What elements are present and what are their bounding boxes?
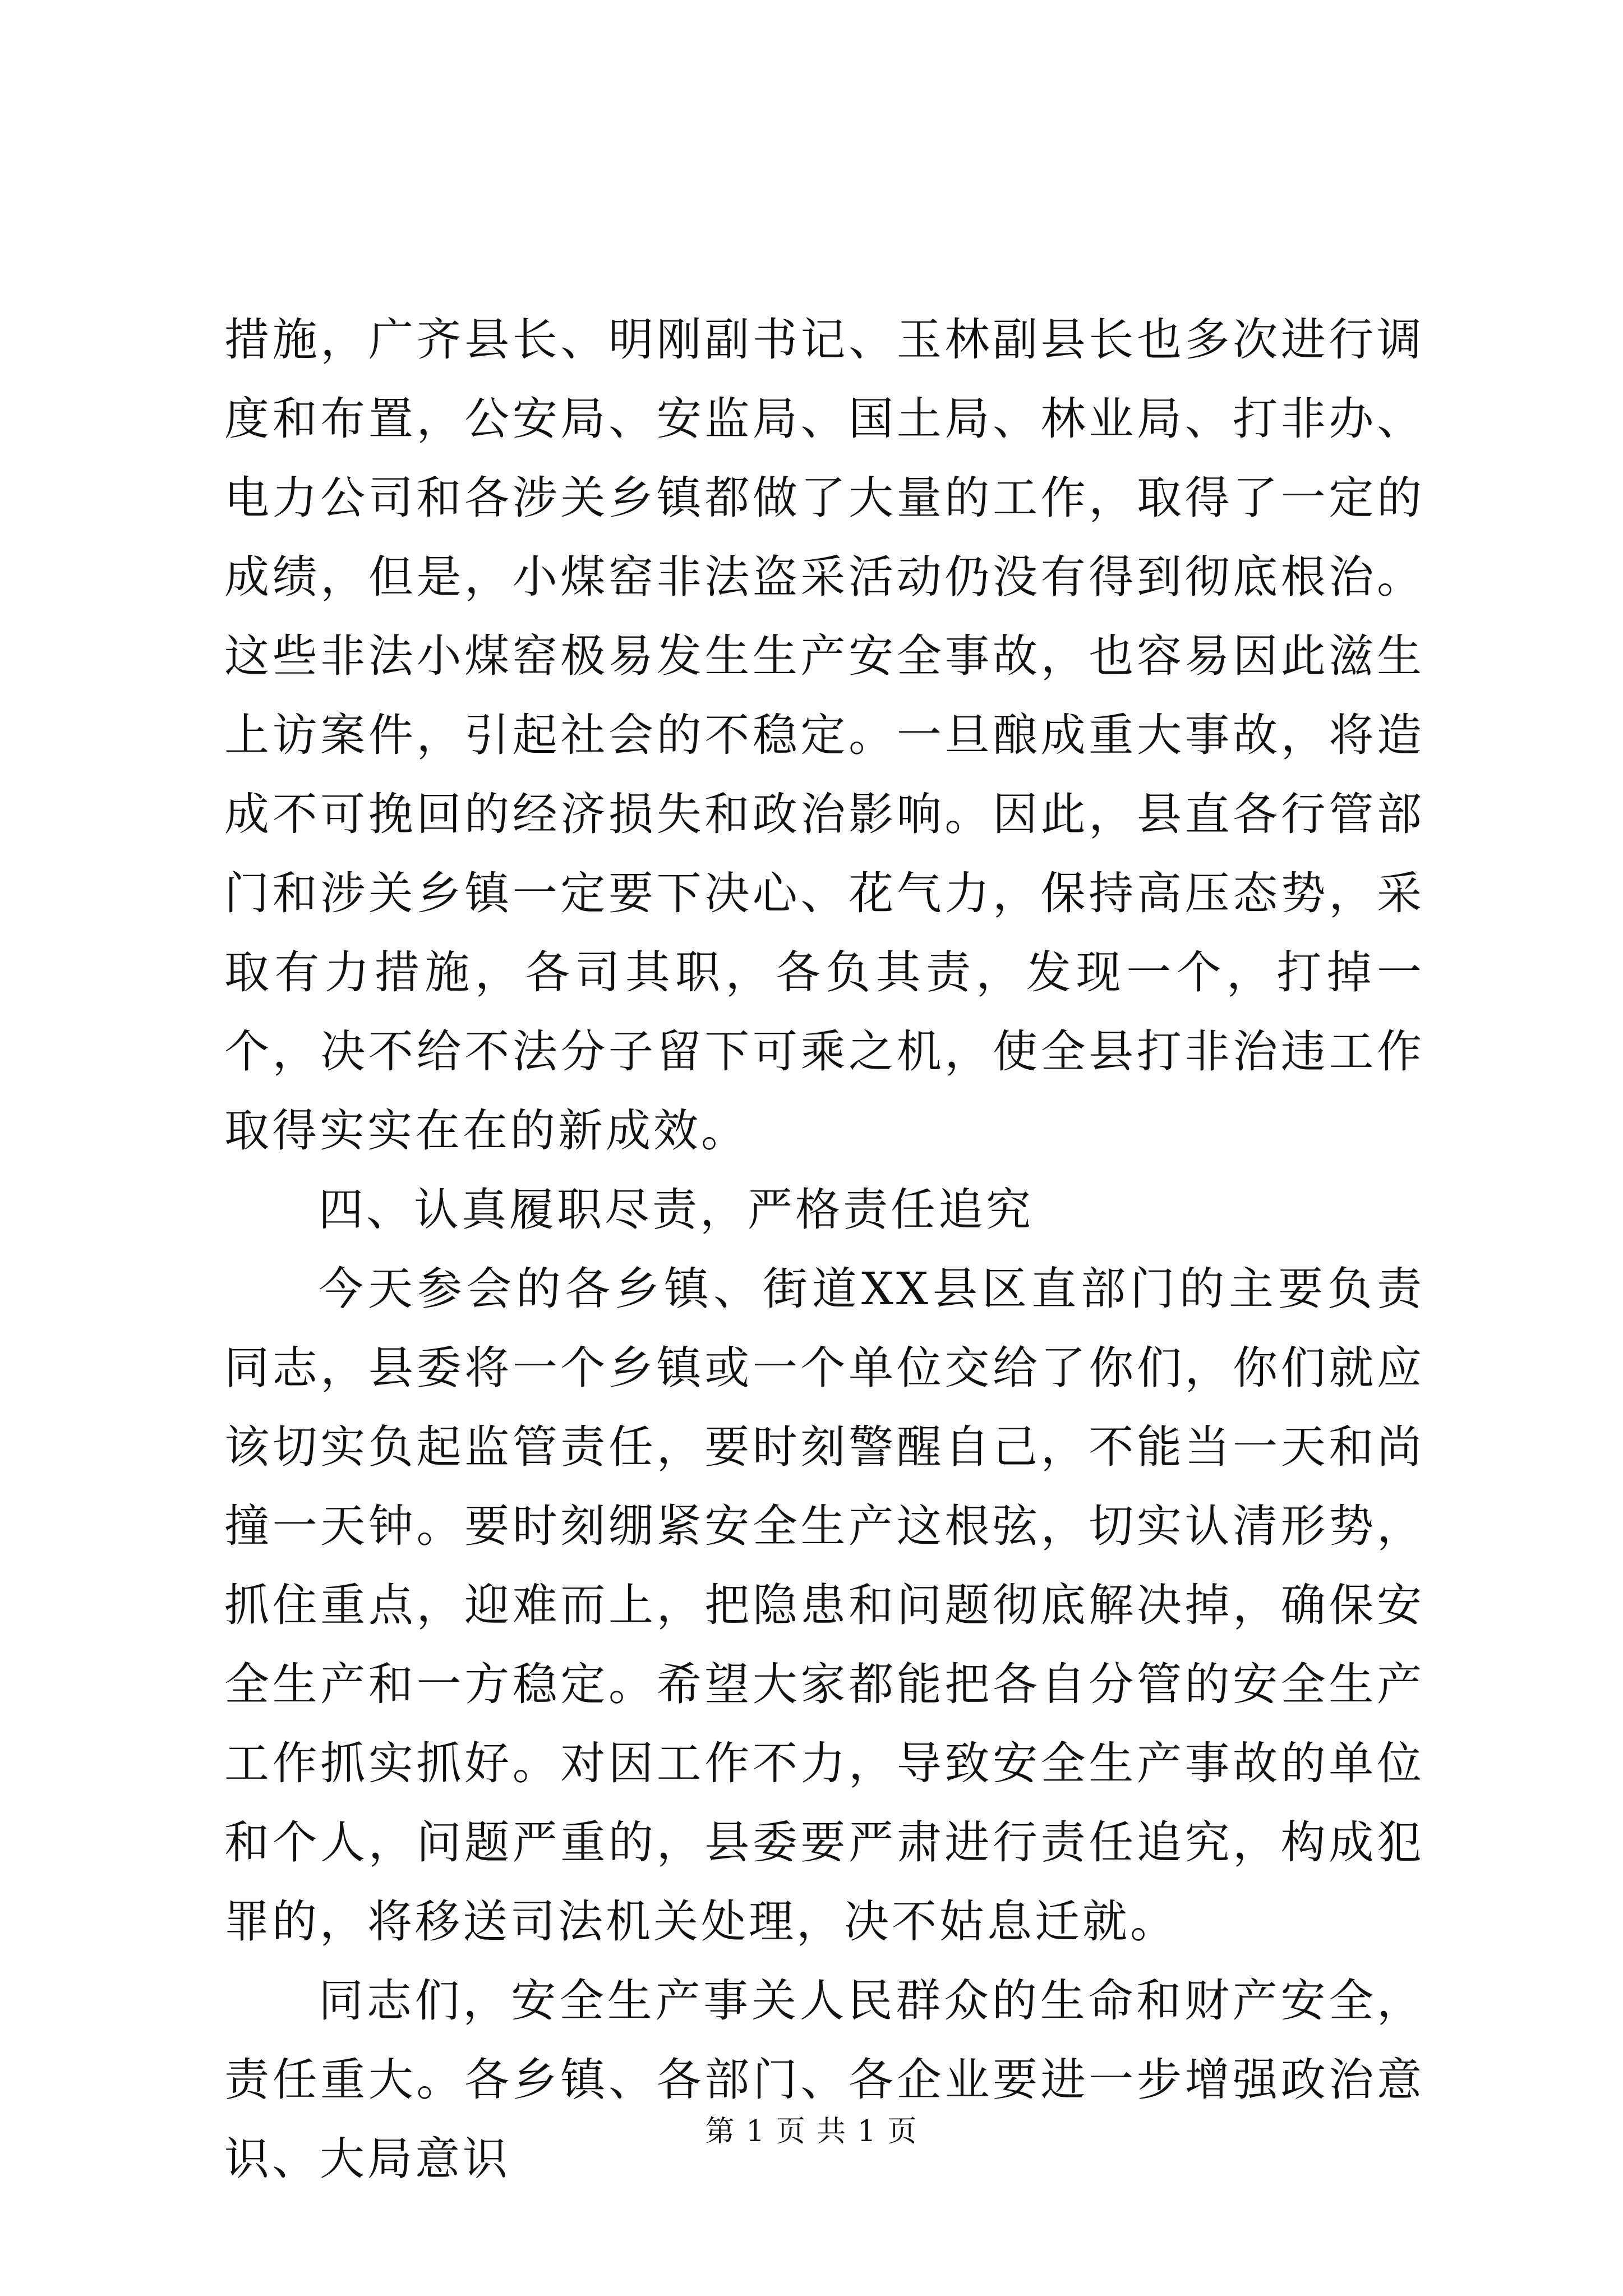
paragraph-responsibility: 今天参会的各乡镇、街道XX县区直部门的主要负责同志，县委将一个乡镇或一个单位交给了你们，你们就应该切实负起监管责任，要时刻警醒自己，不能当一天和尚撞一天钟。要时刻绷紧安全生产这根弦，切实认清形势，抓住重点，迎难而上，把隐患和问题彻底解决掉，确保安全生产和一方稳定。希望大家都能把各自分管的安全生产工作抓实抓好。对因工作不力，导致安全生产事故的单位和个人，问题严重的，县委要严肃进行责任追究，构成犯罪的，将移送司法机关处理，决不姑息迁就。 [224, 1263, 1424, 1948]
paragraph-closing: 同志们，安全生产事关人民群众的生命和财产安全，责任重大。各乡镇、各部门、各企业要进一步增强政治意识、大局意识 [224, 1975, 1424, 2185]
paragraph-continuation: 措施，广齐县长、明刚副书记、玉林副县长也多次进行调度和布置，公安局、安监局、国土局、林业局、打非办、电力公司和各涉关乡镇都做了大量的工作，取得了一定的成绩，但是，小煤窑非法盗采活动仍没有得到彻底根治。这些非法小煤窑极易发生生产安全事故，也容易因此滋生上访案件，引起社会的不稳定。一旦酿成重大事故，将造成不可挽回的经济损失和政治影响。因此，县直各行管部门和涉关乡镇一定要下决心、花气力，保持高压态势，采取有力措施，各司其职，各负其责，发现一个，打掉一个，决不给不法分子留下可乘之机，使全县打非治违工作取得实实在在的新成效。 [224, 314, 1424, 1157]
section-heading: 四、认真履职尽责，严格责任追究 [319, 1184, 1034, 1236]
document-body [224, 300, 1424, 2198]
page-number-footer: 第 1 页 共 1 页 [705, 2115, 918, 2148]
